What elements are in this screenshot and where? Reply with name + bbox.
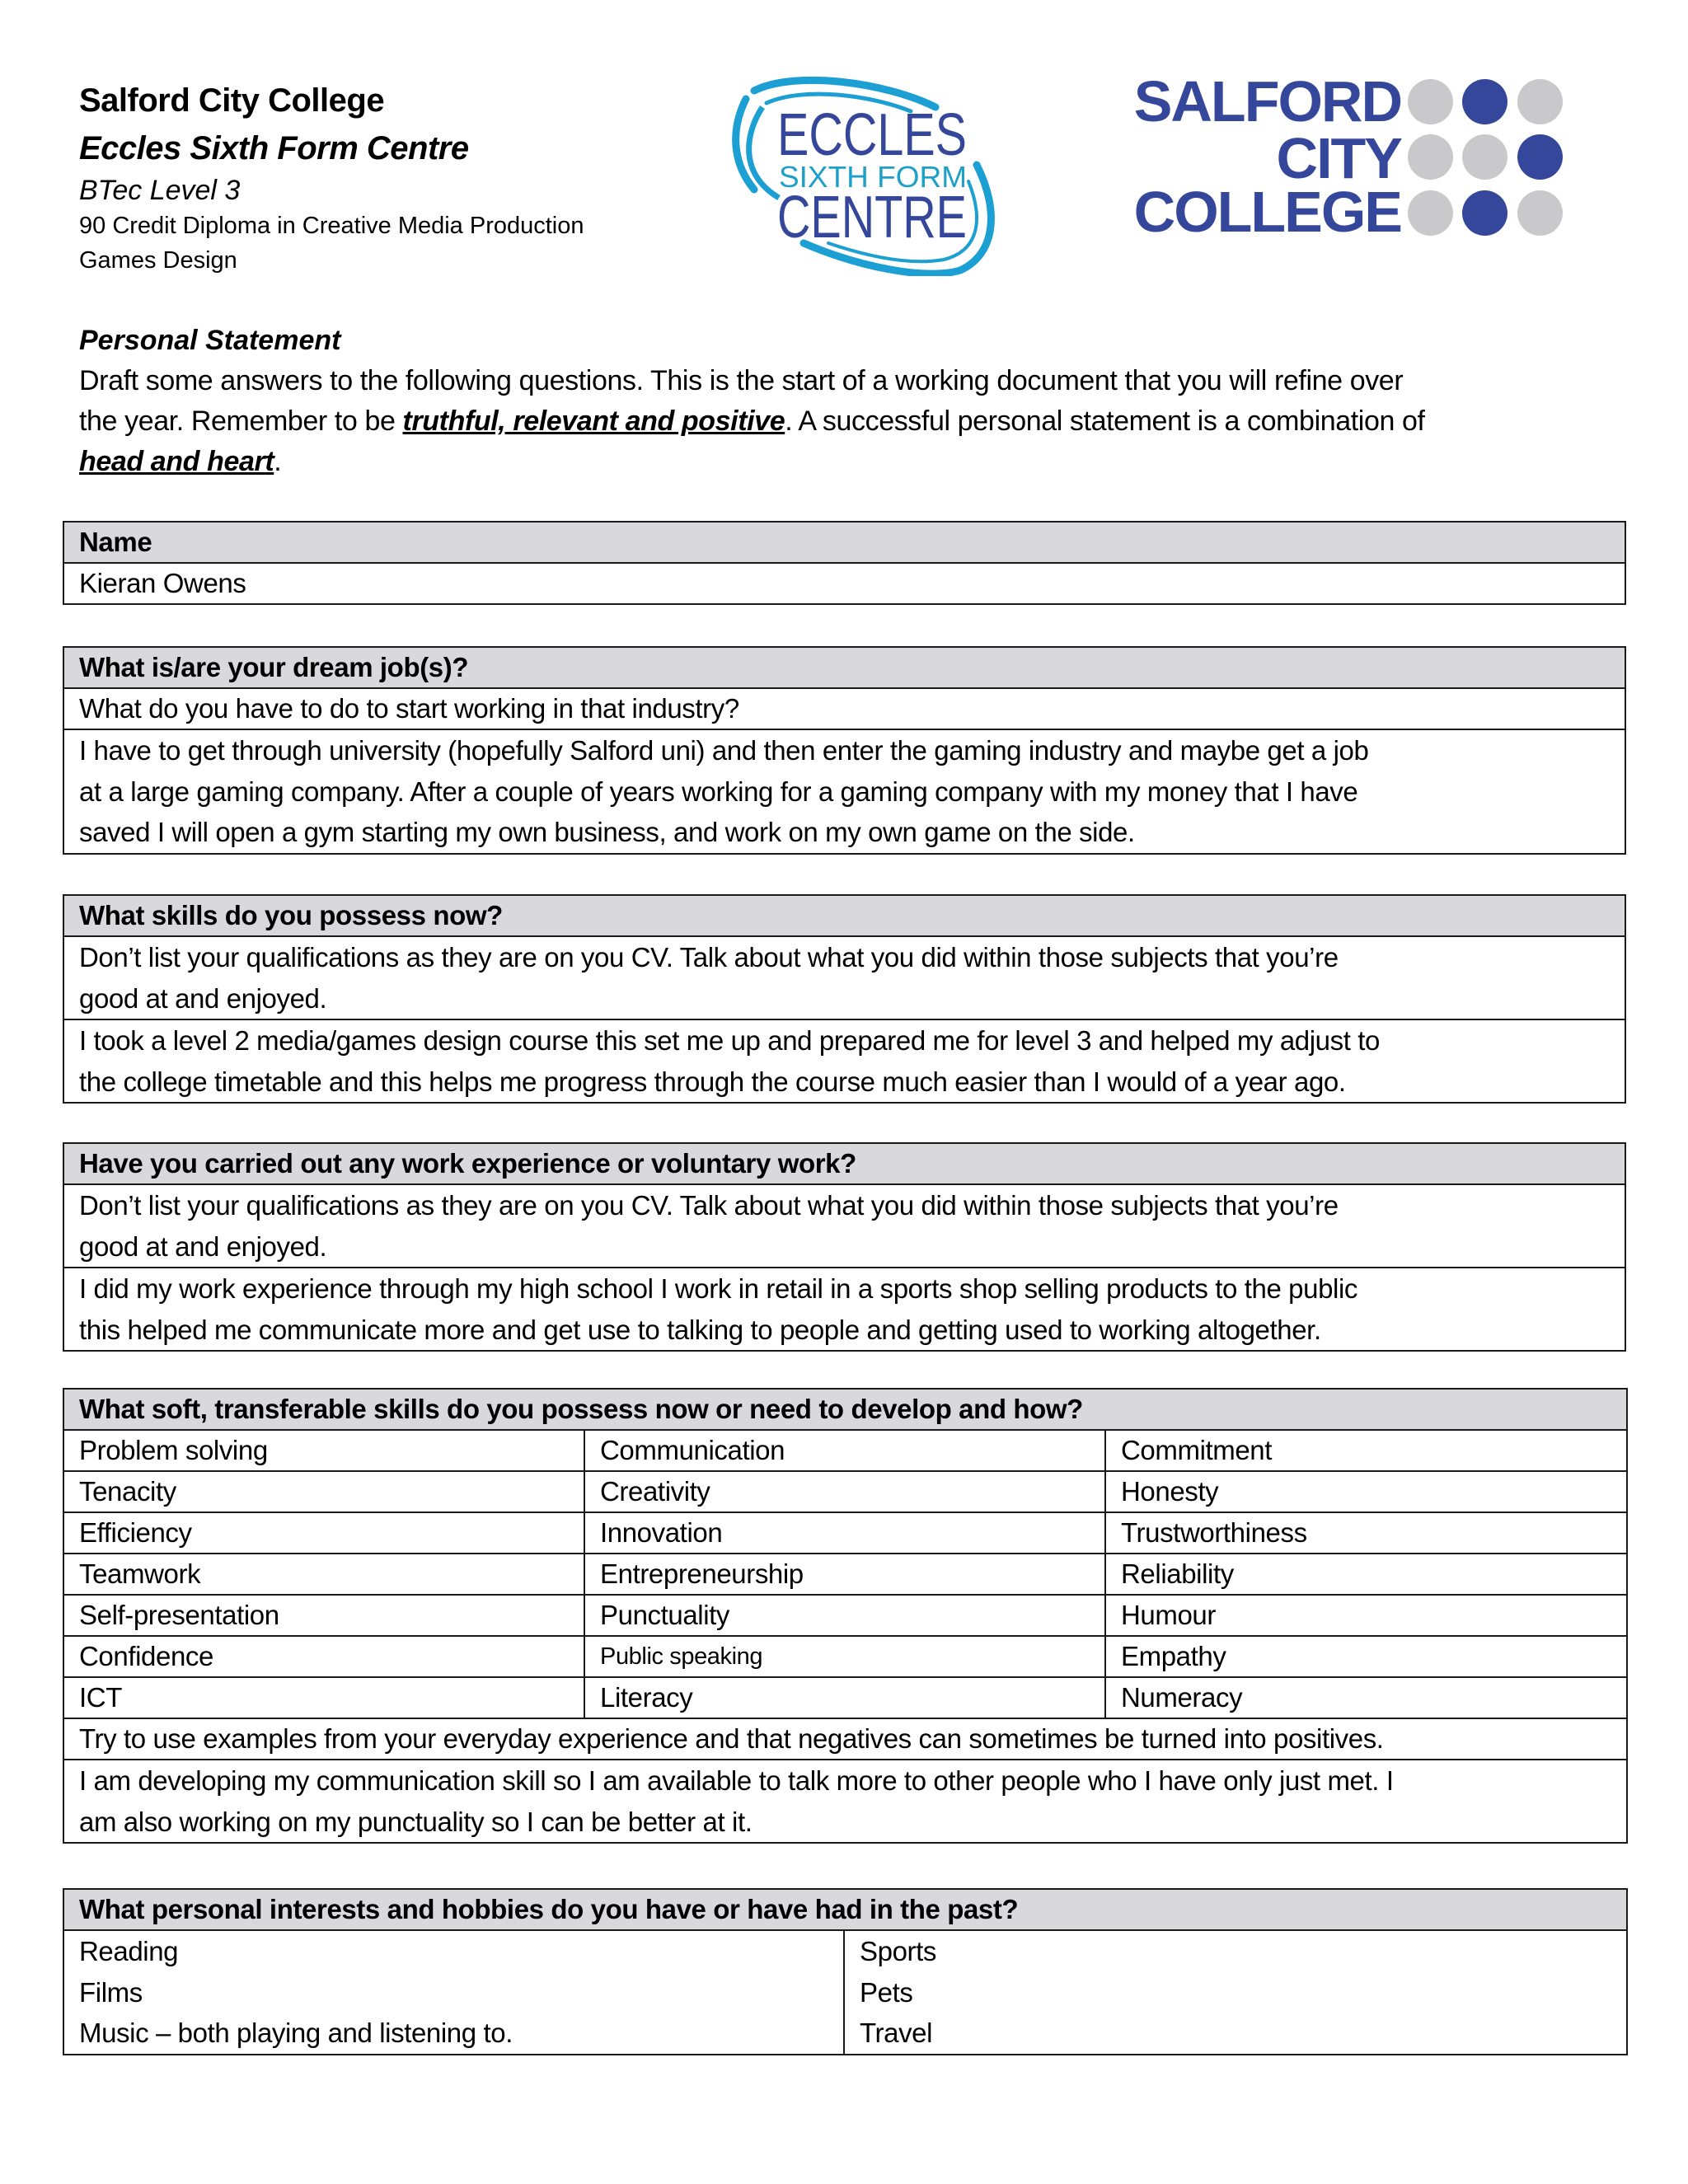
- hobby-item: Sports: [860, 1936, 936, 1966]
- hobby-item: Reading: [79, 1936, 179, 1966]
- hobbies-right-list[interactable]: [844, 1930, 1627, 2055]
- skill-cell: Empathy: [1105, 1636, 1627, 1677]
- hobbies-left-list[interactable]: [63, 1930, 844, 2055]
- personal-statement-intro: [79, 321, 1629, 482]
- skills-now-table: [63, 894, 1626, 1104]
- skill-cell: Literacy: [584, 1677, 1105, 1718]
- soft-skills-answer[interactable]: I am developing my communication skill so I am available to talk more to other people who I have only just met. I am also working on my punctuality so I can be better at it.: [63, 1760, 1627, 1843]
- eccles-swirl-icon: [729, 74, 1014, 276]
- emphasis-head-heart: head and heart: [79, 446, 274, 477]
- svg-text:CENTRE: CENTRE: [777, 185, 967, 251]
- intro-text: .: [274, 446, 282, 477]
- skill-cell: Efficiency: [63, 1512, 584, 1554]
- skill-cell: Tenacity: [63, 1471, 584, 1512]
- dream-job-table: [63, 646, 1626, 855]
- soft-skills-prompt: Try to use examples from your everyday experience and that negatives can sometimes be turned into positives.: [63, 1718, 1627, 1760]
- dream-job-answer[interactable]: I have to get through university (hopefully Salford uni) and then enter the gaming industry and maybe get a job at a large gaming company. After a couple of years working for a gaming company with my money that I have saved I will open a gym starting my own business, and work on my own game on the side.: [63, 729, 1625, 854]
- logo-word-college: COLLEGE: [1133, 180, 1401, 244]
- skill-cell: Teamwork: [63, 1554, 584, 1595]
- skill-cell: Honesty: [1105, 1471, 1627, 1512]
- skill-cell: Reliability: [1105, 1554, 1627, 1595]
- skill-cell: Public speaking: [584, 1636, 1105, 1677]
- name-heading: Name: [63, 522, 1625, 563]
- skills-now-prompt: Don’t list your qualifications as they are on you CV. Talk about what you did within those subjects that you’re good at and enjoyed.: [63, 936, 1625, 1019]
- eccles-sixth-form-logo: [729, 74, 1014, 276]
- skill-cell: Innovation: [584, 1512, 1105, 1554]
- hobbies-table: [63, 1888, 1628, 2055]
- skill-cell: Self-presentation: [63, 1595, 584, 1636]
- course-level: BTec Level 3: [79, 175, 241, 206]
- svg-text:SIXTH FORM: SIXTH FORM: [779, 160, 967, 194]
- name-field[interactable]: Kieran Owens: [63, 563, 1625, 604]
- work-experience-table: [63, 1142, 1626, 1352]
- skill-cell: Entrepreneurship: [584, 1554, 1105, 1595]
- hobby-item: Films: [79, 1976, 143, 2008]
- soft-skills-table: [63, 1388, 1628, 1844]
- section-title: Personal Statement: [79, 325, 341, 356]
- name-table: [63, 521, 1626, 605]
- skill-cell: Trustworthiness: [1105, 1512, 1627, 1554]
- intro-line-1: Draft some answers to the following questions. This is the start of a working document that you will refine over: [79, 365, 1404, 396]
- college-name: Salford City College: [79, 82, 385, 119]
- salford-city-college-logo: [1133, 69, 1570, 244]
- skill-cell: Confidence: [63, 1636, 584, 1677]
- skill-cell: Humour: [1105, 1595, 1627, 1636]
- work-experience-prompt: Don’t list your qualifications as they are on you CV. Talk about what you did within those subjects that you’re good at and enjoyed.: [63, 1184, 1625, 1268]
- work-experience-heading: Have you carried out any work experience or voluntary work?: [63, 1143, 1625, 1184]
- skills-now-heading: What skills do you possess now?: [63, 895, 1625, 936]
- intro-text: the year. Remember to be: [79, 405, 403, 437]
- logo-word-salford: SALFORD: [1133, 69, 1401, 134]
- soft-skills-heading: What soft, transferable skills do you possess now or need to develop and how?: [63, 1389, 1627, 1430]
- work-experience-answer[interactable]: I did my work experience through my high school I work in retail in a sports shop selling products to the public this helped me communicate more and get use to talking to people and getting used to working altogether.: [63, 1268, 1625, 1351]
- course-specialism: Games Design: [79, 247, 237, 274]
- emphasis-truthful: truthful, relevant and positive: [402, 405, 785, 437]
- svg-text:ECCLES: ECCLES: [777, 102, 967, 168]
- skill-cell: Commitment: [1105, 1430, 1627, 1471]
- skills-now-answer[interactable]: I took a level 2 media/games design course this set me up and prepared me for level 3 and helped my adjust to the college timetable and this helps me progress through the course much easier than I would of a year ago.: [63, 1019, 1625, 1103]
- logo-word-city: CITY: [1276, 126, 1401, 190]
- hobby-item: Pets: [860, 1976, 913, 2008]
- intro-text: . A successful personal statement is a combination of: [785, 405, 1425, 437]
- skill-cell: Problem solving: [63, 1430, 584, 1471]
- centre-name: Eccles Sixth Form Centre: [79, 130, 469, 166]
- hobbies-heading: What personal interests and hobbies do you have or have had in the past?: [63, 1889, 1627, 1930]
- intro-line-3: [79, 442, 1629, 482]
- skill-cell: Numeracy: [1105, 1677, 1627, 1718]
- skill-cell: Communication: [584, 1430, 1105, 1471]
- dream-job-heading: What is/are your dream job(s)?: [63, 647, 1625, 688]
- hobby-item: Travel: [860, 2018, 933, 2048]
- course-title: 90 Credit Diploma in Creative Media Production: [79, 213, 584, 239]
- dream-job-prompt: What do you have to do to start working in that industry?: [63, 688, 1625, 729]
- skill-cell: Creativity: [584, 1471, 1105, 1512]
- skill-cell: Punctuality: [584, 1595, 1105, 1636]
- intro-line-2: [79, 401, 1629, 442]
- skill-cell: ICT: [63, 1677, 584, 1718]
- hobby-item: Music – both playing and listening to.: [79, 2018, 513, 2048]
